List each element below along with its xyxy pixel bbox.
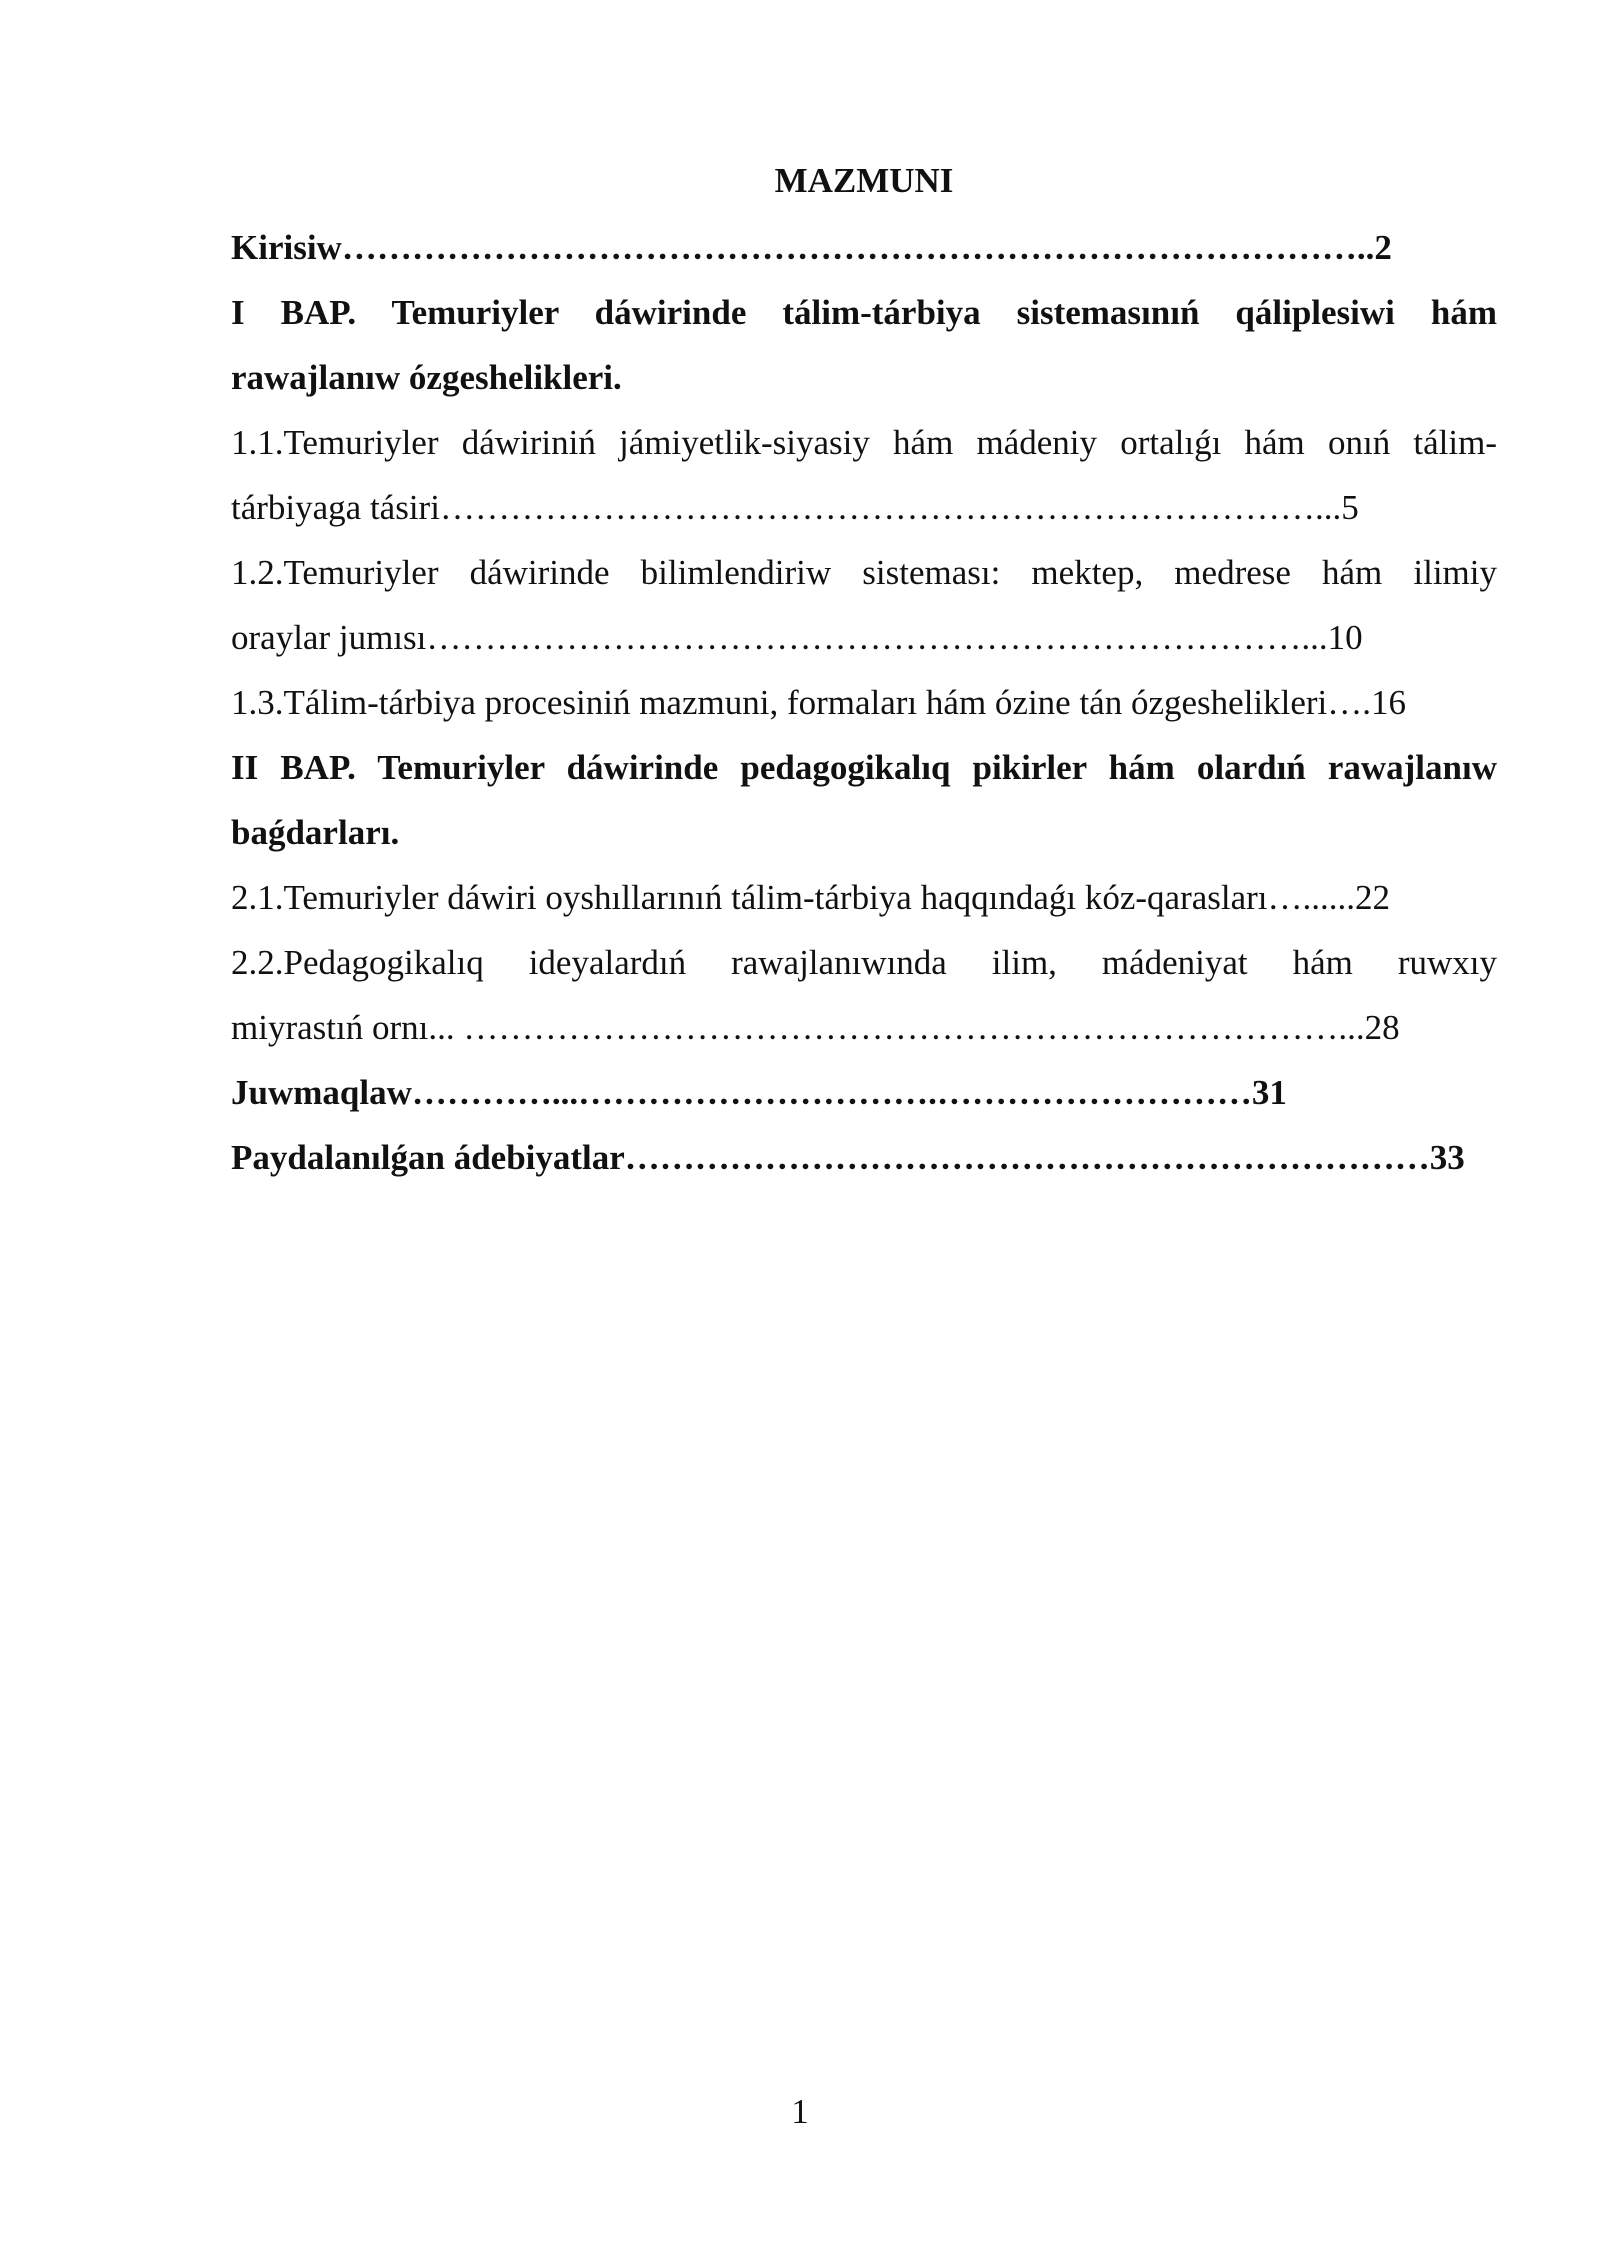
toc-section-1-2-line-2: oraylar jumısı…………………………………………………………………...10 bbox=[231, 618, 1363, 657]
toc-chapter-1-line-1: I BAP. Temuriyler dáwirinde tálim-tárbiya sistemasınıń qáliplesiwi hám bbox=[231, 293, 1497, 332]
toc-chapter-1-line-2: rawajlanıw ózgeshelikleri. bbox=[231, 358, 622, 397]
toc-section-2-2-line-2: miyrastıń ornı... …………………………………………………………………...28 bbox=[231, 1008, 1400, 1047]
toc-chapter-2-line-1: II BAP. Temuriyler dáwirinde pedagogikalıq pikirler hám olardıń rawajlanıw bbox=[231, 748, 1497, 787]
toc-entry-references: Paydalanılǵan ádebiyatlar……………………………………………………………33 bbox=[231, 1138, 1465, 1177]
toc-section-1-3: 1.3.Tálim-tárbiya procesiniń mazmuni, formaları hám ózine tán ózgeshelikleri….16 bbox=[231, 683, 1407, 722]
toc-entry-introduction: Kirisiw……………………………………………………………………………..2 bbox=[231, 228, 1392, 267]
table-of-contents bbox=[231, 148, 1497, 1190]
toc-chapter-2-line-2: baǵdarları. bbox=[231, 813, 400, 852]
toc-section-2-1: 2.1.Temuriyler dáwiri oyshıllarınıń tálim-tárbiya haqqındaǵı kóz-qarasları…......22 bbox=[231, 878, 1391, 917]
toc-entry-conclusion: Juwmaqlaw…………...………………………….………………………31 bbox=[231, 1073, 1287, 1112]
page-number: 1 bbox=[791, 2092, 809, 2131]
toc-section-1-2-line-1: 1.2.Temuriyler dáwirinde bilimlendiriw sisteması: mektep, medrese hám ilimiy bbox=[231, 553, 1497, 592]
toc-section-1-1-line-2: tárbiyaga tásiri…………………………………………………………………...5 bbox=[231, 488, 1359, 527]
toc-title: MAZMUNI bbox=[774, 161, 954, 200]
toc-section-2-2-line-1: 2.2.Pedagogikalıq ideyalardıń rawajlanıwında ilim, mádeniyat hám ruwxıy bbox=[231, 943, 1497, 982]
toc-section-1-1-line-1: 1.1.Temuriyler dáwiriniń jámiyetlik-siyasiy hám mádeniy ortalıǵı hám onıń tálim- bbox=[231, 423, 1497, 462]
